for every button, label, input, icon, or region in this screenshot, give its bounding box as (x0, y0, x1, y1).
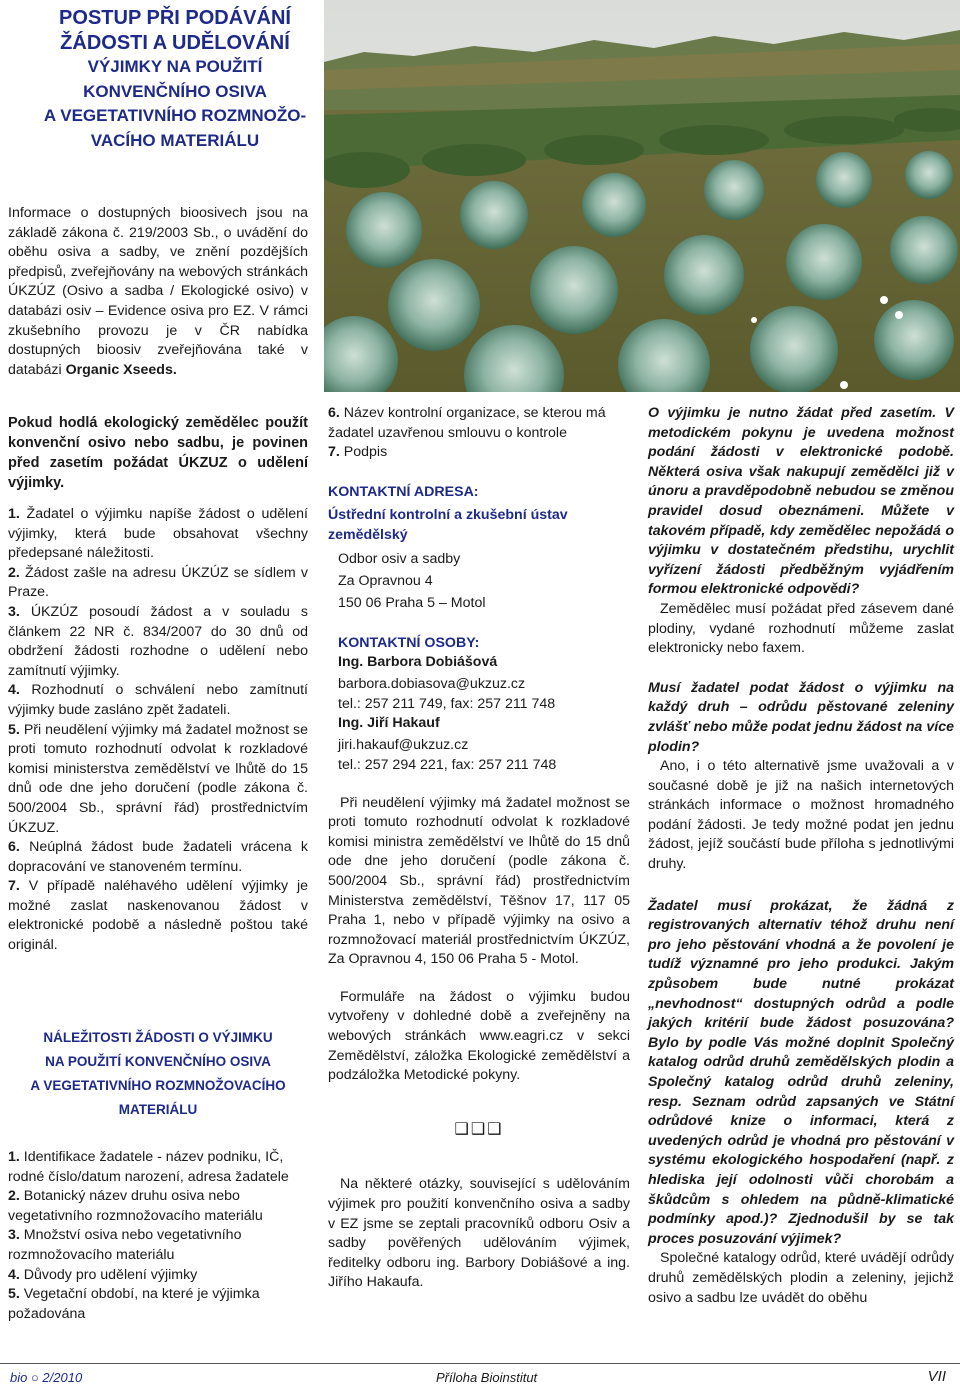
lead-statement: Pokud hodlá ekologický zemědělec použít konvenční osivo nebo sadbu, je povinen před zasetím požádat ÚKZUZ o udělení výjimky. (8, 415, 308, 491)
footer-issue: bio ○ 2/2010 (10, 1370, 83, 1385)
title-line: VÝJIMKY NA POUŽITÍ (87, 57, 263, 76)
list-item: 7. V případě naléhavého udělení výjimky je možné zaslat naskenovanou žádost v elektronické podobě a následně poštou také originál. (8, 878, 308, 954)
appeal-paragraph: Při neudělení výjimky má žadatel možnost se proti tomuto rozhodnutí odvolat k rozkladové komisi ministra zemědělství ve lhůtě do 15 dnů ode dne jeho doručení (podle zákona č. 500/2004 Sb., správní řád) prostřednictvím Ministerstva zemědělství, Těšnov 17, 117 05 Praha 1, nebo v případě výjimky na osivo a rozmnožovací materiál prostřednictvím ÚKZÚZ, Za Opravnou 4, 150 06 Praha 5 - Motol. (328, 794, 630, 968)
list-item: 6. Název kontrolní organizace, se kterou má žadatel uzavřenou smlouvu o kontrole (328, 405, 606, 441)
right-column (648, 404, 954, 1308)
list-item: 5. Při neudělení výjimky má žadatel možnost se proti tomuto rozhodnutí odvolat k rozkladové komisi ministerstva zemědělství ve lhůtě do 15 dnů ode dne jeho doručení (podle zákona č. 500/2004 Sb., správní řád) prostřednictvím ÚKZUZ. (8, 721, 308, 836)
list-item: 4. Rozhodnutí o schválení nebo zamítnutí výjimky bude zasláno zpět žadateli. (8, 682, 308, 718)
intro-paragraph (8, 204, 308, 380)
title-line: POSTUP PŘI PODÁVÁNÍ (59, 7, 291, 29)
interview-answer: Zemědělec musí požádat před zásevem dané plodiny, vydané rozhodnutí můžeme zaslat elektronicky nebo faxem. (648, 600, 954, 657)
persons-heading: KONTAKTNÍ OSOBY: (338, 634, 480, 651)
steps-list (8, 505, 308, 956)
cabbage-field-illustration (324, 0, 960, 392)
interview-question: Žadatel musí prokázat, že žádná z registrovaných alternativ téhož druhu není pro jeho pěstování vhodná a že povolení je tudíž významné pro jeho produkci. Jakým způsobem bude nutné prokázat „nevhodnost“ dostupných odrůd a podle jakých kritérií bude žádost posuzována? Bylo by podle Vás možné doplnit Společný katalog odrůd druhů zemědělských plodin a Společný katalog odrůd druhů zeleniny, resp. Seznam odrůd zapsaných ve Státní odrůdové knize o informaci, která z uvedených odrůd je vhodná pro pěstování v systému ekologického hospodaření (např. z hlediska její odolnosti vůči chorobám a škůdcům s ohledem na půdně-klimatické podmínky apod.)? Zjednodušil by se tak proces posuzování výjimek? (648, 897, 954, 1247)
questions-intro: Na některé otázky, související s udělováním výjimek pro použití konvenčního osiva a sadby v EZ jsme se zeptali pracovníků odboru Osiv a sadby pověřených udělováním výjimek, ředitelky odboru ing. Barbory Dobiášové a ing. Jiřího Hakaufa. (328, 1176, 630, 1291)
person-tel: tel.: 257 294 221, fax: 257 211 748 (338, 756, 557, 773)
person-email: barbora.dobiasova@ukzuz.cz (338, 675, 526, 692)
page-footer (0, 1363, 960, 1394)
title-line: VACÍHO MATERIÁLU (90, 130, 260, 150)
address-line: Za Opravnou 4 (338, 572, 433, 589)
list-item: 4. Důvody pro udělení výjimky (8, 1266, 198, 1283)
person-tel: tel.: 257 211 749, fax: 257 211 748 (338, 695, 556, 712)
article-title (40, 6, 310, 153)
title-line: KONVENČNÍHO OSIVA (83, 81, 267, 101)
contact-heading: KONTAKTNÍ ADRESA: (328, 483, 479, 500)
person-name: Ing. Jiří Hakauf (338, 715, 440, 732)
list-item: 1. Žadatel o výjimku napíše žádost o udělení výjimky, která bude obsahovat všechny předepsané náležitosti. (8, 506, 308, 562)
list-item: 2. Botanický název druhu osiva nebo vegetativního rozmnožovacího materiálu (8, 1188, 263, 1224)
cabbage-field-photo (324, 0, 960, 392)
person-email: jiri.hakauf@ukzuz.cz (338, 736, 469, 753)
list-item: 5. Vegetační období, na které je výjimka požadována (8, 1286, 260, 1322)
requirements-list (8, 1148, 308, 1324)
intro-bold-end: Organic Xseeds. (65, 361, 177, 378)
forms-paragraph: Formuláře na žádost o výjimku budou vytvořeny v dohledné době a zveřejněny na webových stránkách www.eagri.cz v sekci Zemědělství, záložka Ekologické zemědělství a podzáložka Metodické pokyny. (328, 988, 630, 1084)
intro-text: Informace o dostupných bioosivech jsou na základě zákona č. 219/2003 Sb., o uvádění do oběhu osiva a sadby, ve znění pozdějších předpisů, zveřejňovány na webových stránkách ÚKZÚZ (Osivo a sadba / Ekologické osivo) v databázi osiv – Evidence osiva pro EZ. V rámci zkušebního provozu je v ČR nabídka dostupných bioosiv zveřejňována také v databázi (8, 205, 308, 378)
footer-section: Příloha Bioinstitut (436, 1370, 538, 1385)
list-item: 2. Žádost zašle na adresu ÚKZÚZ se sídlem v Praze. (8, 564, 308, 601)
page-number: VII (927, 1368, 946, 1385)
interview-question: O výjimku je nutno žádat před zasetím. V metodickém pokynu je uvedena možnost podání žádosti v elektronické podobě. Některá osiva však nakupují zemědělci již v únoru a pravděpodobně nebudou se změnou pravidel dosud obeznámeni. Můžete v takovém případě, kdy zemědělec nepožádá o výjimku v dostatečném předstihu, urychlit vyřízení žádosti předběžným vyjádřením formou elektronické odpovědi? (648, 405, 954, 598)
list-item: 1. Identifikace žadatele - název podniku, IČ, rodné číslo/datum narození, adresa žadatele (8, 1149, 289, 1185)
interview-answer: Ano, i o této alternativě jsme uvažovali a v současné době je již na našich internetových stránkách informace o možnost hromadného podání žádosti. Je tedy možné podat jen jednu žádost, jejíž součástí bude příloha s jednotlivými druhy. (648, 758, 954, 873)
person-name: Ing. Barbora Dobiášová (338, 654, 498, 671)
interview-answer: Společné katalogy odrůd, které uvádějí odrůdy druhů zemědělských plodin a zeleniny, jejichž osivo a sadbu lze uvádět do oběhu (648, 1250, 954, 1306)
title-line: A VEGETATIVNÍHO ROZMNOŽO- (43, 106, 307, 125)
address-line: Odbor osiv a sadby (338, 550, 461, 567)
address-line: 150 06 Praha 5 – Motol (338, 594, 486, 611)
list-item: 3. Množství osiva nebo vegetativního rozmnožovacího materiálu (8, 1227, 242, 1263)
title-line: ŽÁDOSTI A UDĚLOVÁNÍ (60, 31, 290, 54)
list-item: 7. Podpis (328, 444, 388, 461)
interview-question: Musí žadatel podat žádost o výjimku na každý druh – odrůdu pěstované zeleniny zvlášť nebo může podat jednu žádost na více plodin? (648, 679, 954, 755)
list-item: 6. Neúplná žádost bude žadateli vrácena k dopracování ve stanoveném termínu. (8, 839, 308, 875)
separator: ❑❑❑ (454, 1120, 504, 1138)
middle-column (328, 404, 630, 1293)
institute-name: Ústřední kontrolní a zkušební ústav zemědělský (328, 507, 568, 543)
list-item: 3. ÚKZÚZ posoudí žádost a v souladu s článkem 22 NR č. 834/2007 do 30 dnů od obdržení žádosti rozhodne o udělení nebo zamítnutí výjimky. (8, 603, 308, 679)
section-heading: NÁLEŽITOSTI ŽÁDOSTI O VÝJIMKU NA POUŽITÍ KONVENČNÍHO OSIVA A VEGETATIVNÍHO ROZMNOŽOVACÍHO MATERIÁLU (30, 1030, 286, 1117)
